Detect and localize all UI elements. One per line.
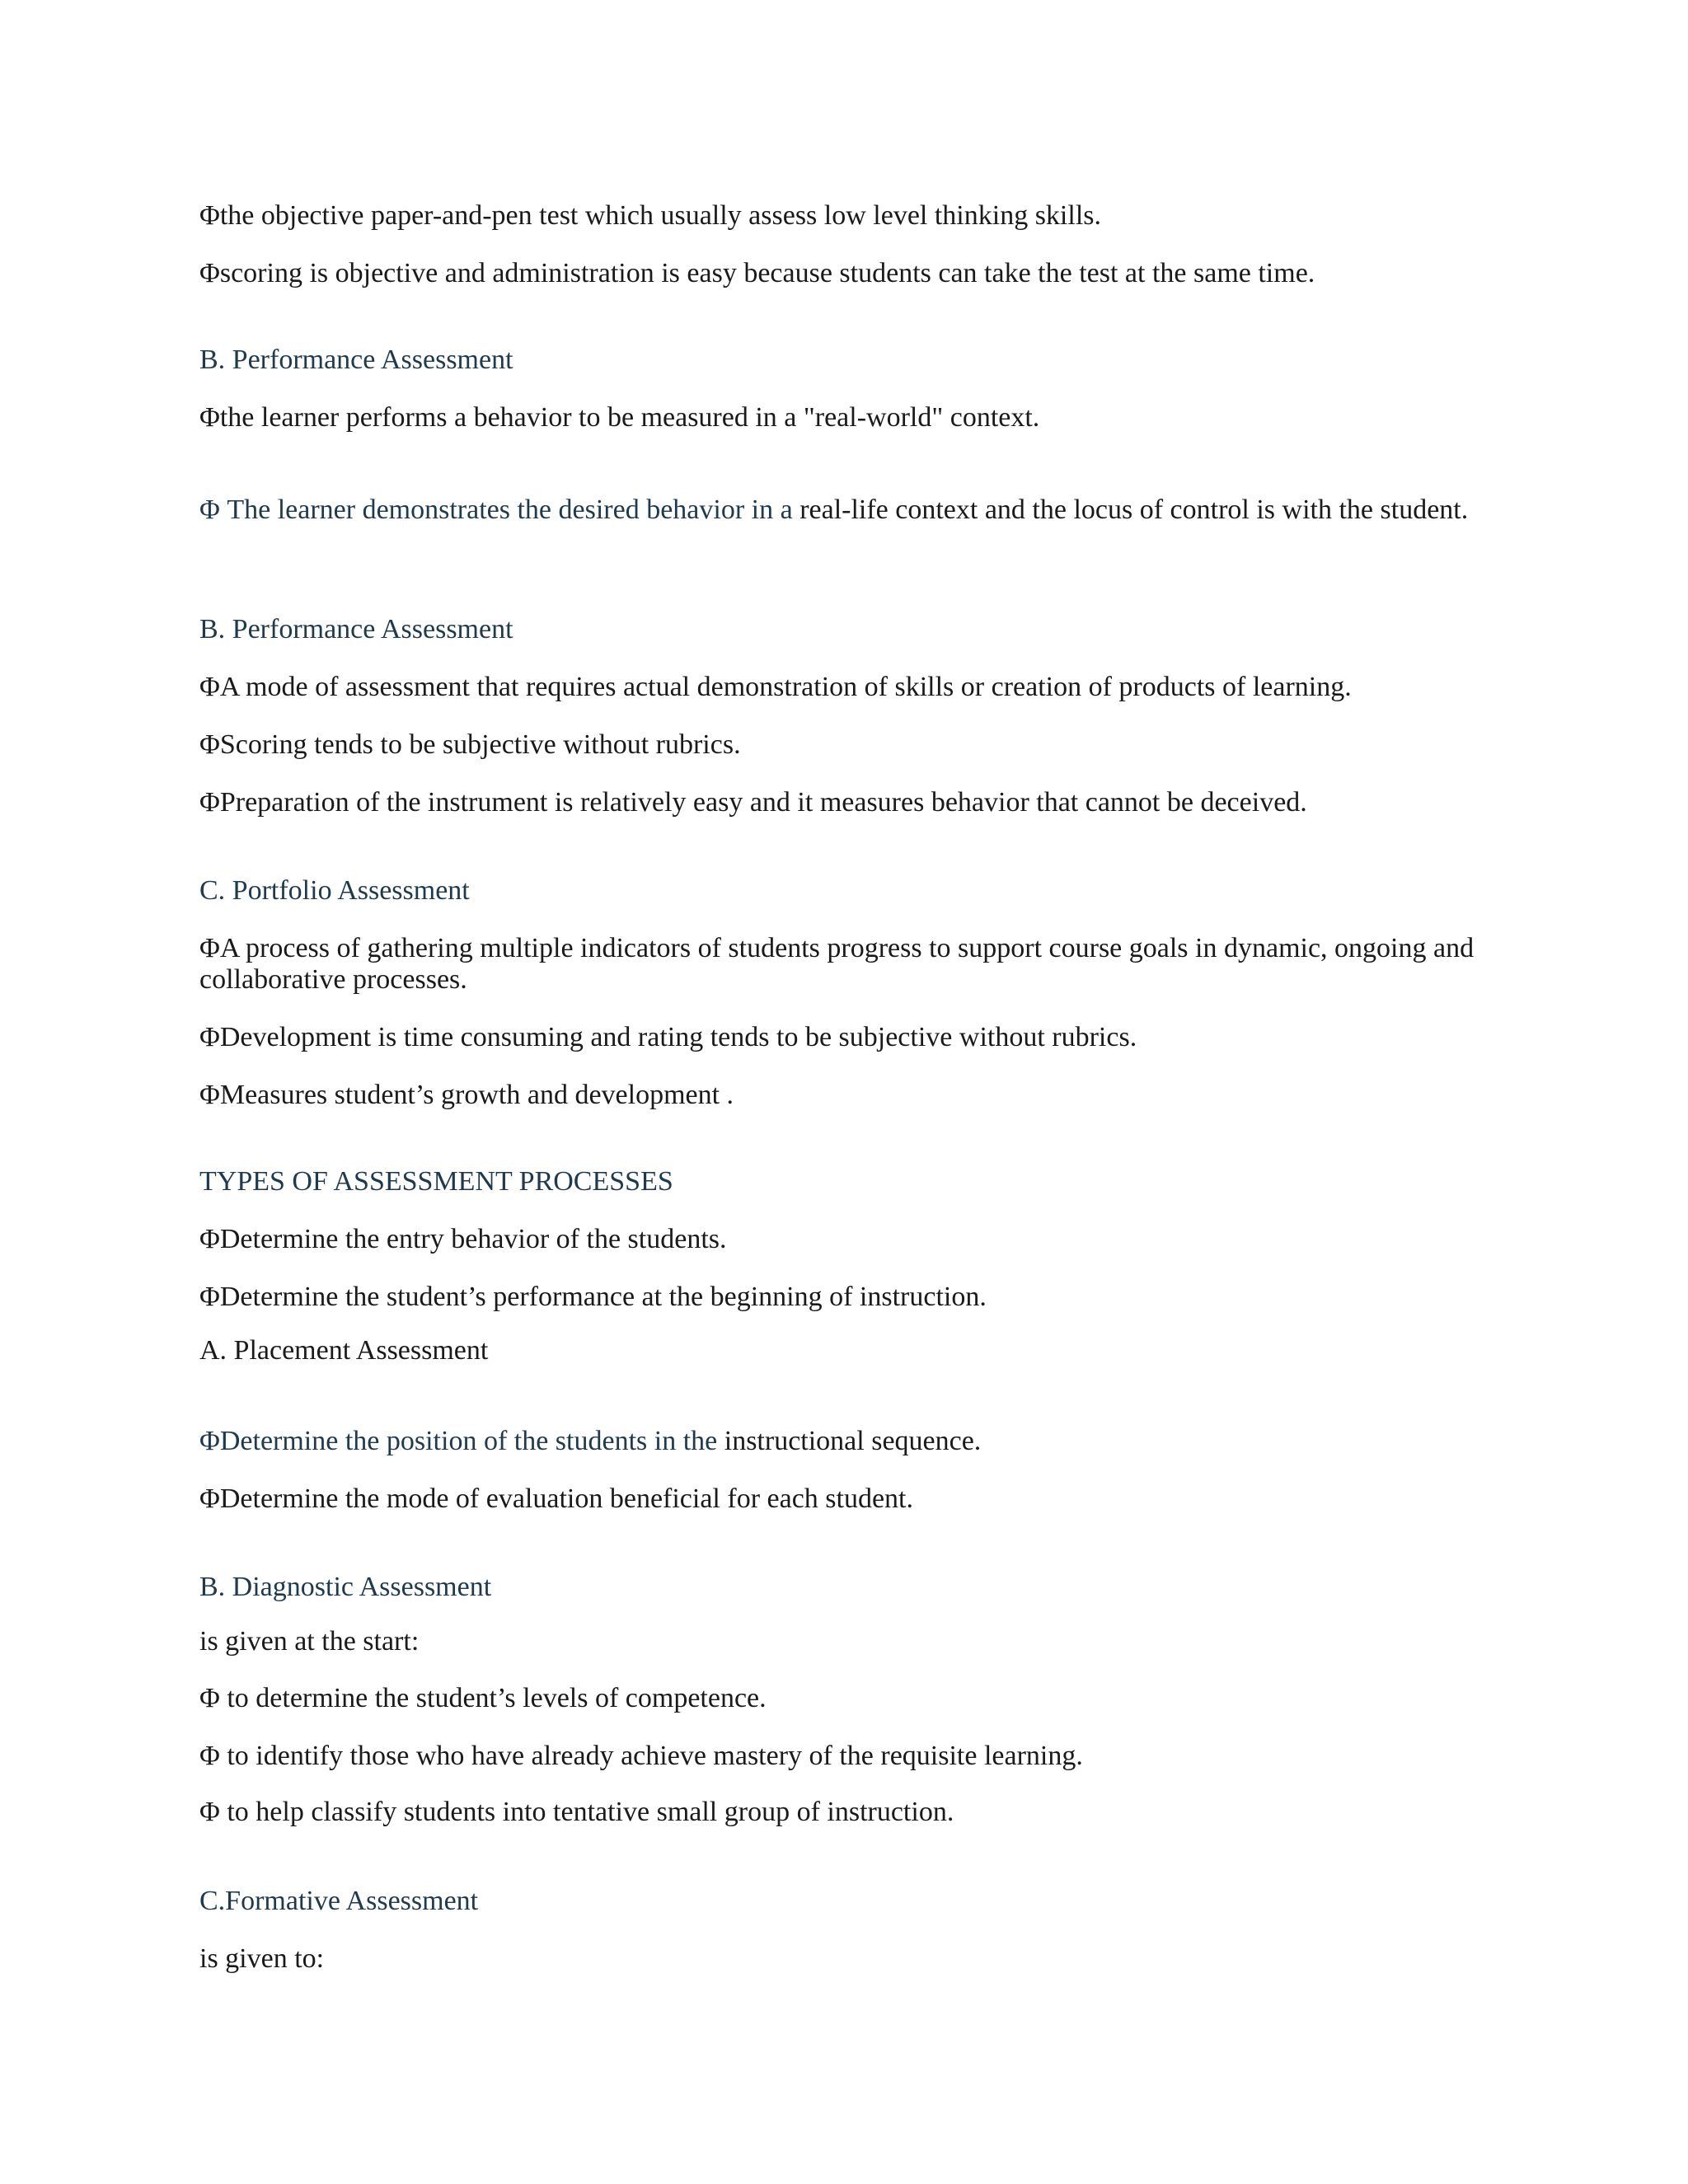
bullet-preparation-easy: ΦPreparation of the instrument is relatively easy and it measures behavior that cannot be deceived. (199, 787, 1307, 818)
heading-formative-assessment: C.Formative Assessment (199, 1886, 479, 1916)
bullet-gathering-indicators: ΦA process of gathering multiple indicators of students progress to support course goals in dynamic, ongoing and collaborative processes. (199, 933, 1475, 995)
text-given-to: is given to: (199, 1943, 325, 1974)
bullet-measures-growth: ΦMeasures student’s growth and development . (199, 1080, 734, 1110)
bullet-identify-mastery: Φ to identify those who have already achieve mastery of the requisite learning. (199, 1741, 1083, 1771)
bullet-classify-students: Φ to help classify students into tentative small group of instruction. (199, 1797, 954, 1827)
bullet-learner-demonstrates-rest: real-life context and the locus of control is with the student. (792, 494, 1469, 525)
bullet-performance-beginning: ΦDetermine the student’s performance at the beginning of instruction. (199, 1282, 987, 1312)
bullet-mode-of-assessment: ΦA mode of assessment that requires actual demonstration of skills or creation of products of learning. (199, 672, 1352, 702)
heading-diagnostic-assessment: B. Diagnostic Assessment (199, 1572, 492, 1602)
bullet-scoring-subjective: ΦScoring tends to be subjective without rubrics. (199, 729, 741, 760)
bullet-learner-demonstrates (199, 494, 1485, 526)
text-given-at-start: is given at the start: (199, 1626, 420, 1657)
bullet-mode-of-evaluation: ΦDetermine the mode of evaluation beneficial for each student. (199, 1483, 914, 1514)
bullet-position-of-students (199, 1426, 981, 1457)
bullet-entry-behavior: ΦDetermine the entry behavior of the students. (199, 1224, 727, 1254)
heading-types-of-assessment-processes: TYPES OF ASSESSMENT PROCESSES (199, 1166, 673, 1197)
bullet-objective-scoring: Φscoring is objective and administration is easy because students can take the test at the same time. (199, 258, 1315, 288)
heading-performance-assessment-2: B. Performance Assessment (199, 614, 513, 644)
bullet-position-rest: instructional sequence. (717, 1426, 982, 1456)
bullet-position-highlight: ΦDetermine the position of the students in the (199, 1426, 718, 1456)
heading-placement-assessment: A. Placement Assessment (199, 1335, 489, 1366)
bullet-objective-test: Φthe objective paper-and-pen test which usually assess low level thinking skills. (199, 200, 1101, 231)
heading-performance-assessment: B. Performance Assessment (199, 344, 513, 375)
bullet-development-time: ΦDevelopment is time consuming and rating tends to be subjective without rubrics. (199, 1022, 1137, 1052)
bullet-learner-demonstrates-highlight: Φ The learner demonstrates the desired behavior in a (199, 494, 793, 525)
bullet-levels-of-competence: Φ to determine the student’s levels of competence. (199, 1683, 767, 1713)
bullet-learner-performs: Φthe learner performs a behavior to be measured in a "real-world" context. (199, 402, 1040, 433)
heading-portfolio-assessment: C. Portfolio Assessment (199, 875, 470, 906)
